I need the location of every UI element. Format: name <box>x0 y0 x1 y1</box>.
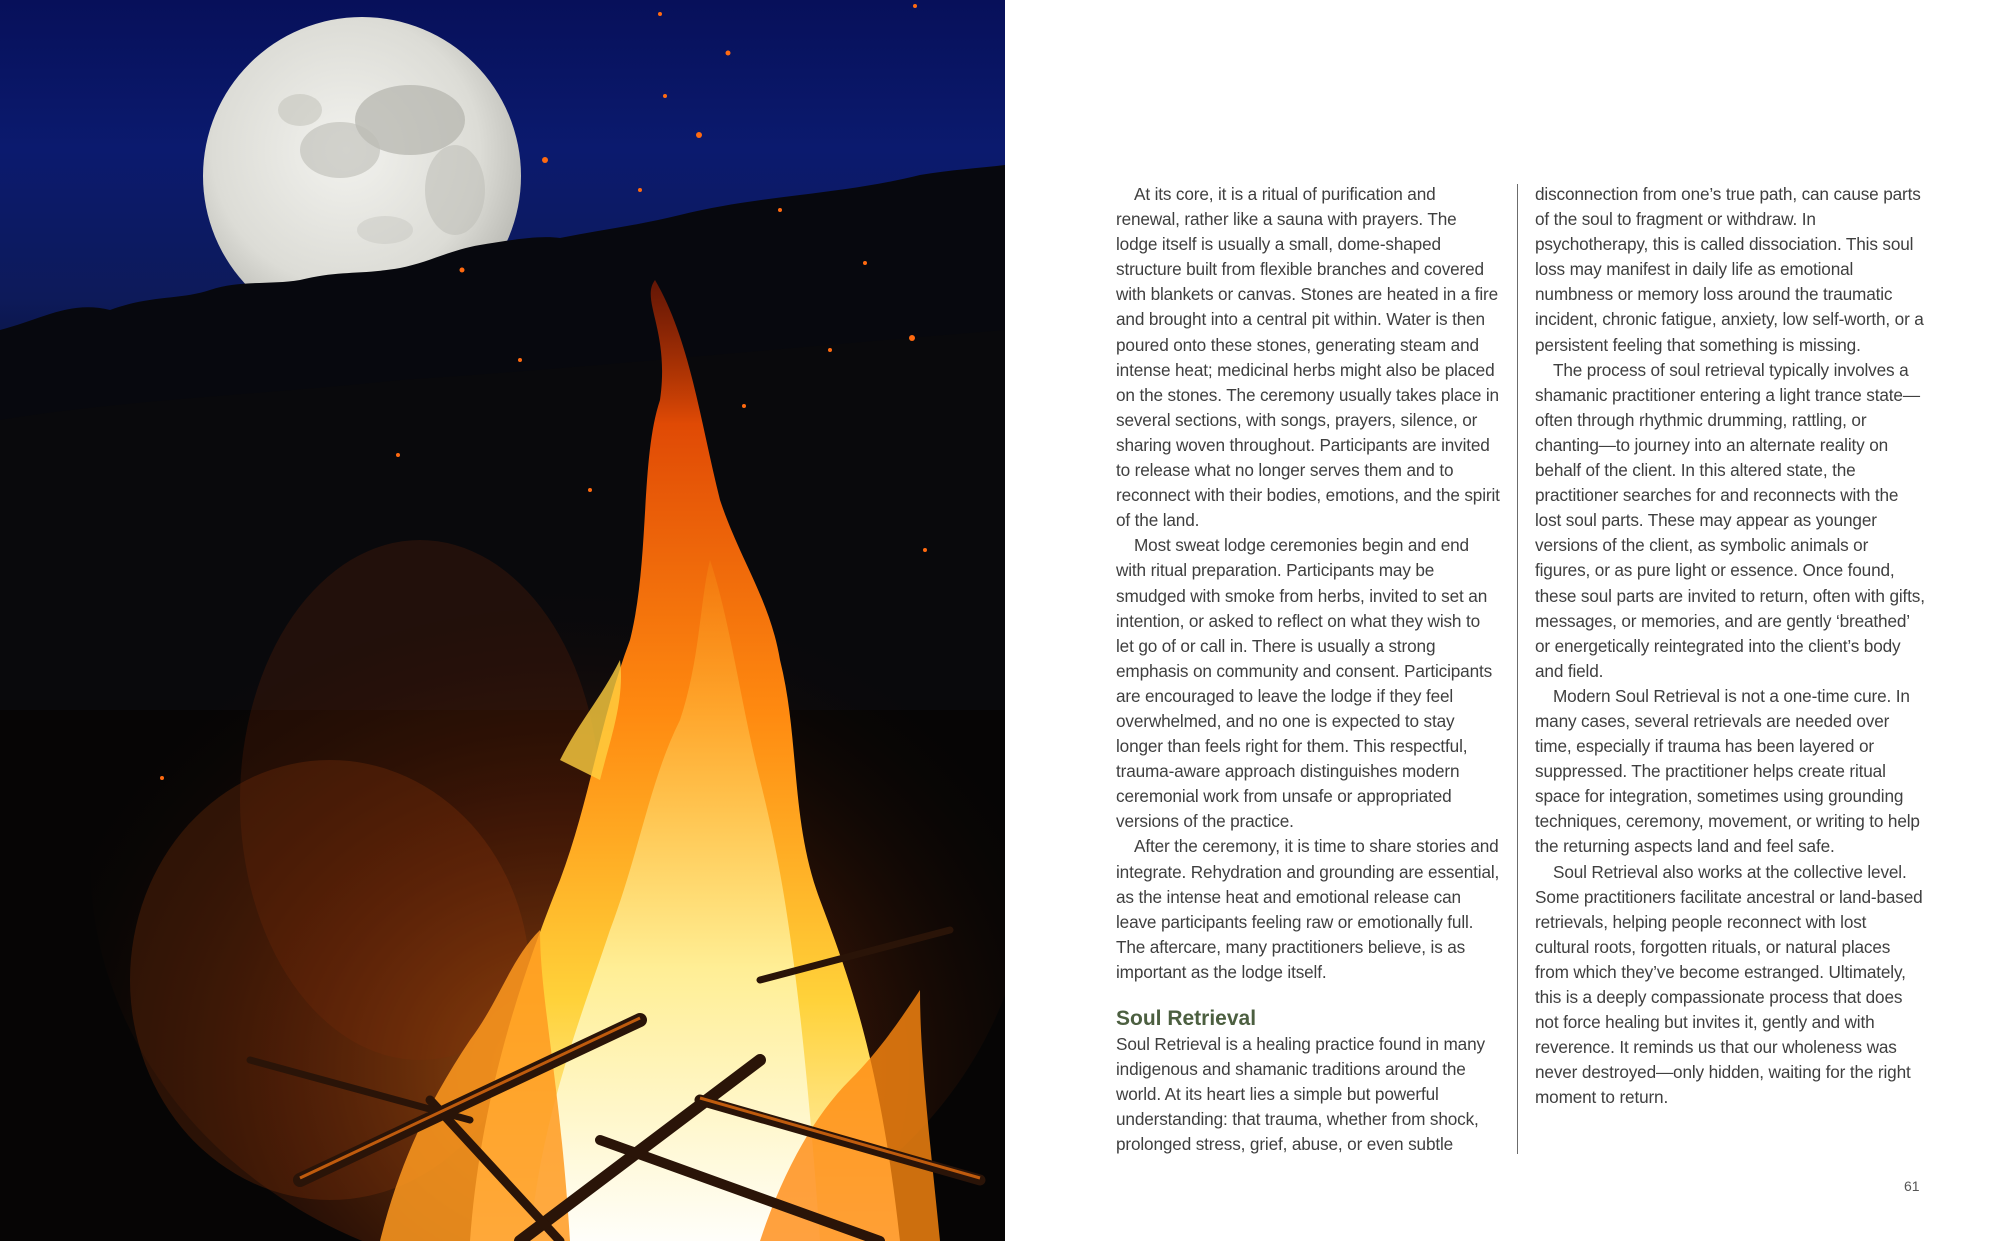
body-paragraph: Soul Retrieval also works at the collective level. Some practitioners facilitate ancestral or land-based retrievals, helping people reconnect with lost cultural roots, forgotten rituals, or natural places from which they’ve become estranged. Ultimately, this is a deeply compassionate process that does not force healing but invites it, gently and with reverence. It reminds us that our wholeness was never destroyed—only hidden, waiting for the right moment to return. <box>1535 861 1923 1108</box>
text-column-right <box>1535 182 1925 1110</box>
text-page <box>1005 0 2008 1241</box>
body-paragraph: At its core, it is a ritual of purification and renewal, rather like a sauna with prayers. The lodge itself is usually a small, dome-shaped structure built from flexible branches and covered with blankets or canvas. Stones are heated in a fire and brought into a central pit within. Water is then poured onto these stones, generating steam and intense heat; medicinal herbs might also be placed on the stones. The ceremony usually takes place in several sections, with songs, prayers, silence, or sharing woven throughout. Participants are invited to release what no longer serves them and to reconnect with their bodies, emotions, and the spirit of the land. <box>1116 184 1500 531</box>
body-paragraph: Most sweat lodge ceremonies begin and end with ritual preparation. Participants may be smudged with smoke from herbs, invited to set an intention, or asked to reflect on what they wish to let go of or call in. There is usually a strong emphasis on community and consent. Participants are encouraged to leave the lodge if they feel overwhelmed, and no one is expected to stay longer than feels right for them. This respectful, trauma-aware approach distinguishes modern ceremonial work from unsafe or appropriated versions of the practice. <box>1116 535 1493 832</box>
body-paragraph: disconnection from one’s true path, can cause parts of the soul to fragment or withdraw. In psychotherapy, this is called dissociation. This soul loss may manifest in daily life as emotional numbness or memory loss around the traumatic incident, chronic fatigue, anxiety, low self-worth, or a persistent feeling that something is missing. <box>1535 184 1924 355</box>
text-column-left <box>1116 182 1500 1157</box>
column-divider <box>1517 184 1518 1154</box>
page-number: 61 <box>1904 1178 1920 1194</box>
body-paragraph: After the ceremony, it is time to share stories and integrate. Rehydration and grounding are essential, as the intense heat and emotional release can leave participants feeling raw or emotionally full. The aftercare, many practitioners believe, is as important as the lodge itself. <box>1116 836 1500 982</box>
body-paragraph: Modern Soul Retrieval is not a one-time cure. In many cases, several retrievals are needed over time, especially if trauma has been layered or suppressed. The practitioner helps create ritual space for integration, sometimes using grounding techniques, ceremony, movement, or writing to help the returning aspects land and feel safe. <box>1535 685 1920 857</box>
section-heading: Soul Retrieval <box>1116 1007 1257 1030</box>
body-paragraph: Soul Retrieval is a healing practice found in many indigenous and shamanic traditions around the world. At its heart lies a simple but powerful understanding: that trauma, whether from shock, prolonged stress, grief, abuse, or even subtle <box>1116 1034 1485 1155</box>
body-paragraph: The process of soul retrieval typically involves a shamanic practitioner entering a light trance state—often through rhythmic drumming, rattling, or chanting—to journey into an alternate reality on behalf of the client. In this altered state, the practitioner searches for and reconnects with the lost soul parts. These may appear as younger versions of the client, as symbolic animals or figures, or as pure light or essence. Once found, these soul parts are invited to return, often with gifts, messages, or memories, and are gently ‘breathed’ or energetically reintegrated into the client’s body and field. <box>1535 359 1925 681</box>
